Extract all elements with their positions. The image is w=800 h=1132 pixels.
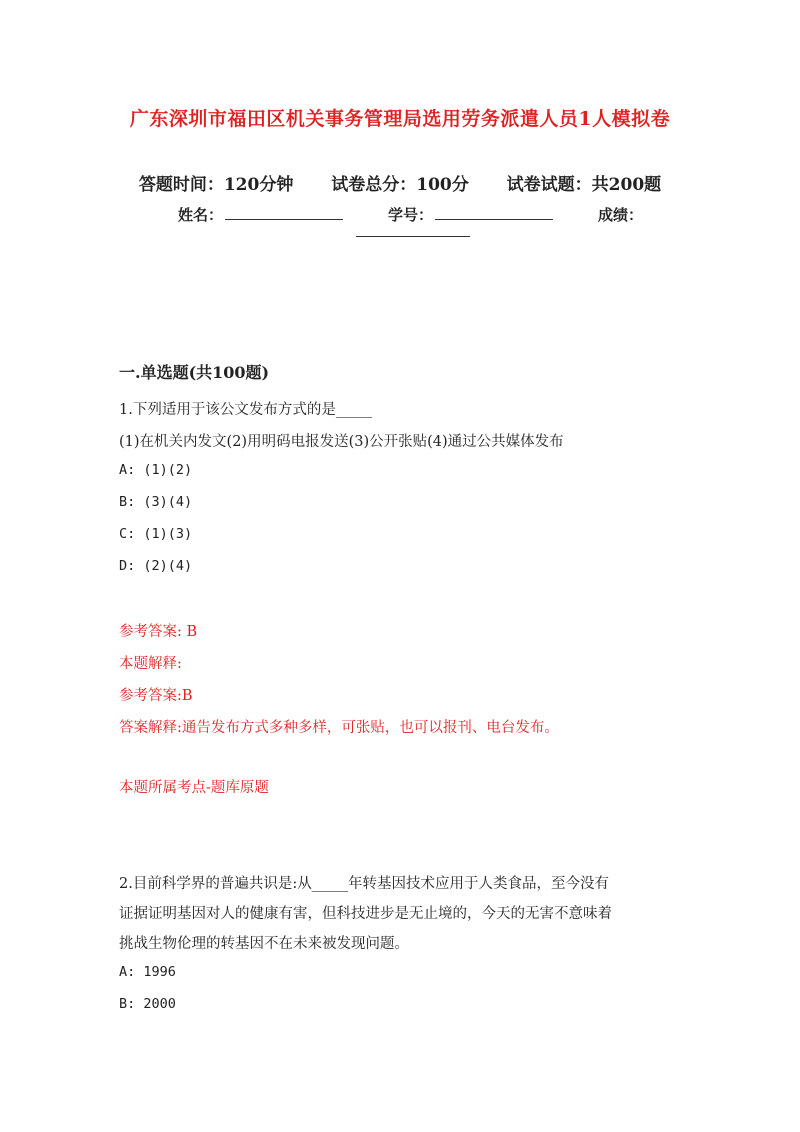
q2-option-b: B: 2000 [119, 996, 176, 1012]
q1-answer-repeat: 参考答案:B [119, 688, 193, 704]
q1-explain-label: 本题解释: [119, 656, 182, 672]
section-title: 一.单选题(共100题) [119, 363, 270, 382]
id-blank [435, 205, 553, 220]
score-field [598, 204, 643, 225]
q1-source: 本题所属考点-题库原题 [119, 780, 269, 796]
id-field [388, 204, 598, 225]
question-count-label: 试卷试题：共200题 [506, 175, 662, 195]
student-info [178, 204, 678, 225]
q2-option-a: A: 1996 [119, 964, 176, 980]
id-label: 学号： [388, 206, 434, 224]
q2-stem-line1: 2.目前科学界的普遍共识是:从_____年转基因技术应用于人类食品，至今没有 [119, 876, 609, 892]
q1-options-line: (1)在机关内发文(2)用明码电报发送(3)公开张贴(4)通过公共媒体发布 [119, 434, 564, 450]
q1-explanation: 答案解释:通告发布方式多种多样，可张贴，也可以报刊、电台发布。 [119, 720, 559, 736]
q1-stem: 1.下列适用于该公文发布方式的是_____ [119, 402, 373, 418]
total-score-label: 试卷总分：100分 [331, 175, 469, 195]
name-field [178, 204, 388, 225]
exam-title: 广东深圳市福田区机关事务管理局选用劳务派遣人员1人模拟卷 [129, 108, 671, 130]
q2-stem-line3: 挑战生物伦理的转基因不在未来被发现问题。 [119, 936, 409, 952]
name-label: 姓名： [178, 206, 224, 224]
q1-option-c: C: (1)(3) [119, 526, 193, 542]
q1-answer: 参考答案: B [119, 624, 198, 640]
name-blank [225, 205, 343, 220]
q2-stem-line2: 证据证明基因对人的健康有害，但科技进步是无止境的，今天的无害不意味着 [119, 906, 612, 922]
score-label: 成绩： [598, 206, 644, 224]
q1-option-b: B: (3)(4) [119, 494, 193, 510]
score-blank [356, 236, 470, 237]
q1-option-a: A: (1)(2) [119, 462, 193, 478]
exam-meta [0, 170, 800, 195]
q1-option-d: D: (2)(4) [119, 558, 193, 574]
time-label: 答题时间：120分钟 [138, 175, 294, 195]
